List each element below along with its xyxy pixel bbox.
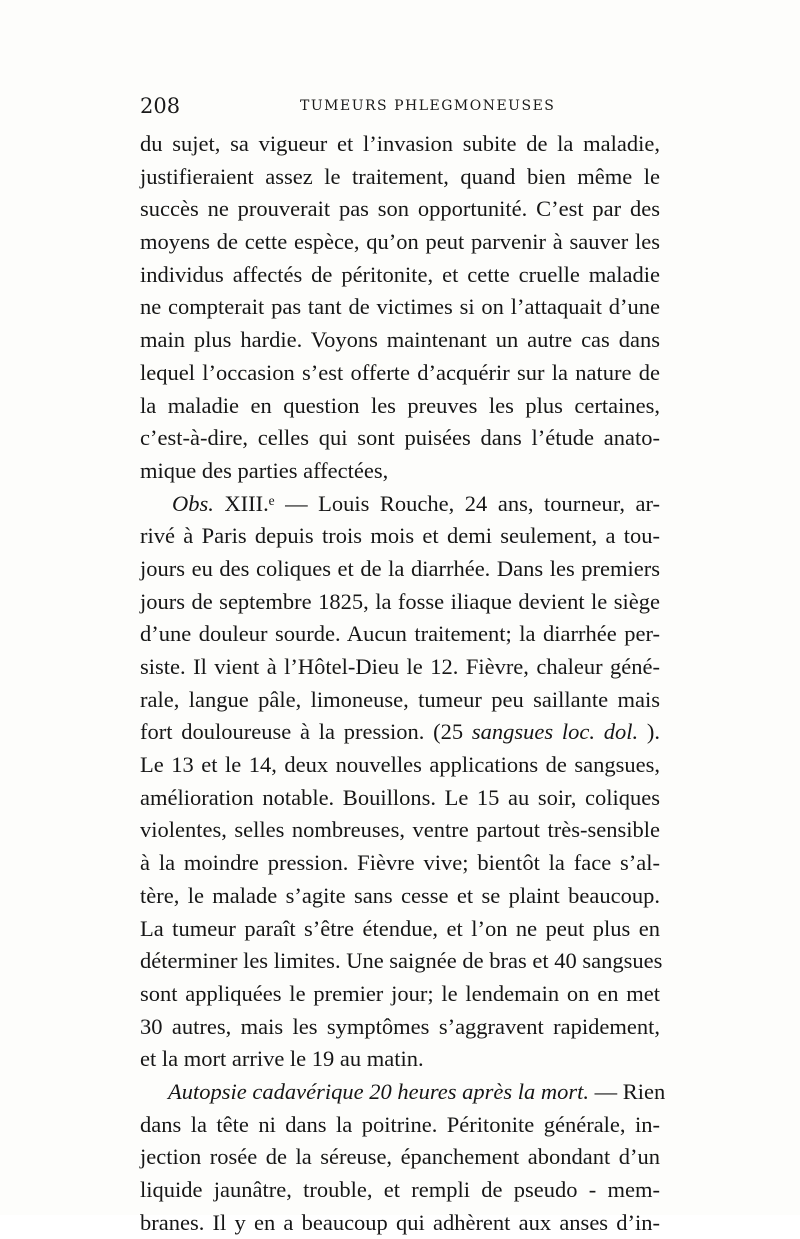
text-line: à la moindre pression. Fièvre vive; bientôt la face s’al- [140,850,660,876]
body-text [140,128,666,1239]
text-line: violentes, selles nombreuses, ventre partout très-sensible [140,817,660,843]
text-line: jours eu des coliques et de la diarrhée. Dans les premiers [140,555,660,581]
text-line: ne compterait pas tant de victimes si on l’attaquait d’une [140,294,660,320]
text-line: justifieraient assez le traitement, quand bien même le [140,163,660,189]
text-line: amélioration notable. Bouillons. Le 15 au soir, coliques [140,784,660,810]
text-line: déterminer les limites. Une saignée de bras et 40 sangsues [140,948,663,974]
line-start: fort douloureuse à la pression. (25 [140,719,464,745]
text-line: main plus hardie. Voyons maintenant un autre cas dans [140,327,660,353]
text-line: tère, le malade s’agite sans cesse et se plaint beaucoup. [140,882,660,908]
obs-label: Obs. [172,490,214,516]
sangsues-italic: sangsues loc. dol. [471,719,639,745]
text-line: liquide jaunâtre, trouble, et rempli de pseudo - mem- [140,1177,660,1202]
text-line: c’est-à-dire, celles qui sont puisées dans l’étude anato- [140,425,660,451]
text-line: jection rosée de la séreuse, épanchement abondant d’un [140,1144,660,1170]
autopsie-time-italic: 20 heures après la mort. [369,1078,589,1104]
text-line: branes. Il y en a beaucoup qui adhèrent aux anses d’in- [140,1209,660,1235]
observation-line [140,488,660,521]
text-line: d’une douleur sourde. Aucun traitement; la diarrhée per- [140,621,660,647]
text-line: La tumeur paraît s’être étendue, et l’on ne peut plus en [140,915,660,941]
text-line: rale, langue pâle, limoneuse, tumeur peu saillante mais [140,686,660,712]
text-line: et la mort arrive le 19 au matin. [140,1046,424,1072]
text-line-with-italic [140,716,660,749]
line-end: ). [638,719,661,745]
text-line: sont appliquées le premier jour; le lendemain on en met [140,980,660,1006]
page-header [140,94,660,118]
page-number: 208 [140,94,181,118]
text-line: la maladie en question les preuves les plus certaines, [140,392,660,418]
running-head: TUMEURS PHLEGMONEUSES [300,98,556,114]
text-line: 30 autres, mais les symptômes s’aggravent rapidement, [140,1013,660,1039]
text-line: moyens de cette espèce, qu’on peut parvenir à sauver les [140,229,660,255]
autopsie-italic: Autopsie cadavérique [168,1078,364,1104]
text-line: dans la tête ni dans la poitrine. Péritonite générale, in- [140,1111,660,1137]
text-line: individus affectés de péritonite, et cette cruelle maladie [140,261,660,287]
autopsy-heading-line [140,1076,666,1109]
text-line: jours de septembre 1825, la fosse iliaque devient le siège [140,588,660,614]
text-line: Le 13 et le 14, deux nouvelles applications de sangsues, [140,752,660,778]
observation-text: XIII.ᵉ — Louis Rouche, 24 ans, tourneur, ar- [224,490,660,516]
text-line: mique des parties affectées, [140,457,389,483]
autopsie-rien: — Rien [594,1078,666,1104]
text-line: siste. Il vient à l’Hôtel-Dieu le 12. Fièvre, chaleur géné- [140,654,660,679]
text-line: lequel l’occasion s’est offerte d’acquérir sur la nature de [140,359,660,385]
text-line: rivé à Paris depuis trois mois et demi seulement, a tou- [140,523,660,549]
text-line: succès ne prouverait pas son opportunité. C’est par des [140,196,660,222]
text-line: du sujet, sa vigueur et l’invasion subite de la maladie, [140,131,660,156]
